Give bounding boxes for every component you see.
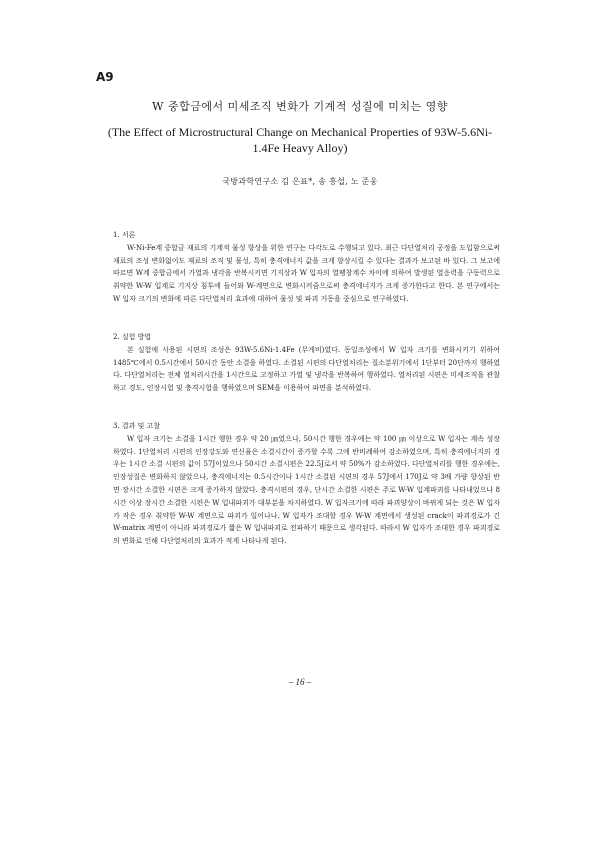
section-heading: 1. 서론 [113, 231, 136, 239]
section-introduction [113, 229, 500, 306]
section-heading: 2. 실험 방법 [113, 333, 152, 341]
author-affiliation: 국방과학연구소 김 은표*, 송 흥섭, 노 준웅 [222, 177, 378, 186]
section-body: W 입자 크기는 소결을 1시간 행한 경우 약 20 ㎛였으나, 50시간 행한 경우에는 약 100 ㎛ 이상으로 W 입자는 계속 성장하였다. 1단열처리 시편의 인장강도와 연신율은 소결시간이 증가할 수록 그에 반비례하여 감소하였으며, 특히 충격에너지의 경우는 1시간 소결 시편의 값이 57J이었으나 50시간 소결시편은 22.5J로서 약 50%가 감소하였다. 다단열처리를 행한 경우에는, 인장성질은 변화하지 않았으나, 충격에너지는 0.5시간이나 1시간 소결된 시편의 경우 57J에서 170J로 약 3배 가량 향상된 반면 장시간 소결한 시편은 크게 증가하지 않았다. 충격시편의 경우, 단시간 소결한 시편은 주로 W-W 입계파괴를 나타내었으나 8시간 이상 장시간 소결한 시편은 W 입내파괴가 대부분을 차지하였다. W 입자크기에 따라 파괴양상이 바뀌게 되는 것은 W 입자가 작은 경우 취약한 W-W 계면으로 파괴가 일어나나, W 입자가 조대할 경우 W-W 계면에서 생성된 crack이 파괴경로가 긴 W-matrix 계면이 아니라 파괴경로가 짧은 W 입내파괴로 전파하기 때문으로 생각된다. 따라서 W 입자가 조대한 경우 파괴경로의 변화로 인해 다단열처리의 효과가 적게 나타나게 된다. [113, 434, 500, 546]
page-id-label: A9 [96, 70, 114, 84]
english-title: (The Effect of Microstructural Change on Mechanical Properties of 93W-5.6Ni-1.4Fe Heavy Alloy) [107, 125, 493, 155]
section-heading: 3. 결과 및 고찰 [113, 422, 161, 430]
section-results [113, 420, 500, 548]
page-number: – 16 – [288, 677, 312, 687]
korean-title: W 중합금에서 미세조직 변화가 기계적 성질에 미치는 영향 [152, 100, 448, 113]
section-body: W-Ni-Fe계 중합금 재료의 기계적 물성 향상을 위한 연구는 다각도로 수행되고 있다. 최근 다단열처리 공정을 도입함으로써 재료의 조성 변화없이도 재료의 조직 및 물성, 특히 충격에너지 값을 크게 향상시킬 수 있다는 결과가 보고된 바 있다. 그 보고에 따르면 W계 중합금에서 가열과 냉각을 반복시키면 기지상과 W 입자의 열팽창계수 차이에 의하여 발생된 열응력을 구동력으로 취약한 W-W 입계로 기지상 침투에 들어와 W-계면으로 변화시켜줌으로써 충격에너지가 크게 증가한다고 한다. 본 연구에서는 W 입자 크기의 변화에 따른 다단열처리 효과에 대하여 물성 및 파괴 거동을 중심으로 연구하였다. [113, 243, 500, 303]
section-methods [113, 331, 500, 395]
section-body: 본 실험에 사용된 시편의 조성은 93W-5.6Ni-1.4Fe (무게비)였다. 동일조성에서 W 입자 크기를 변화시키기 위하여 1485℃에서 0.5시간에서 50시간 동안 소결을 하였다. 소결된 시편의 다단열처리는 질소분위기에서 1단부터 20단까지 행하였다. 다단열처리는 전체 열처리시간을 1시간으로 고정하고 가열 및 냉각을 반복하여 행하였다. 열처리된 시편은 미세조직을 관찰하고 경도, 인장시험 및 충격시험을 행하였으며 SEM을 이용하여 파면을 분석하였다. [113, 345, 500, 393]
